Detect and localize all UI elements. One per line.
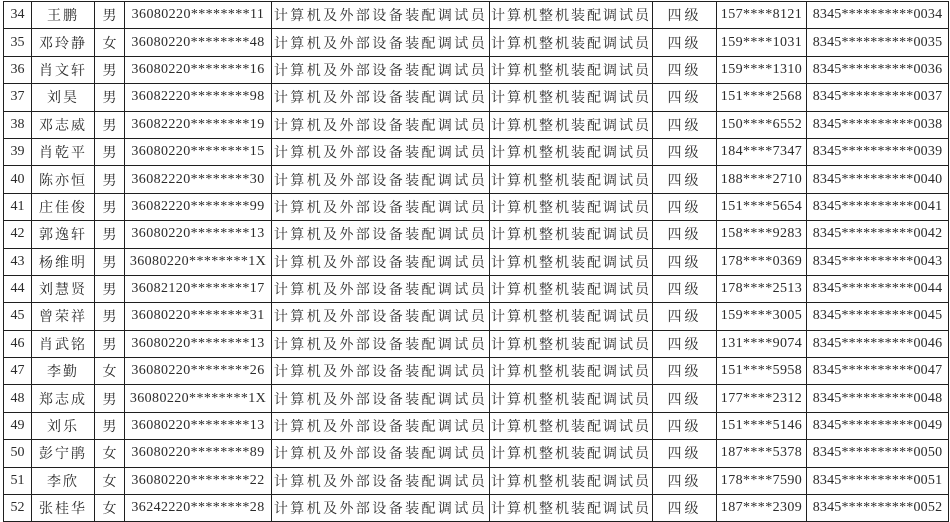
- cell-id-number: 36082220********19: [125, 111, 272, 138]
- cell-gender: 女: [95, 29, 125, 56]
- cell-level: 四级: [653, 193, 717, 220]
- table-row: [4, 166, 949, 193]
- cell-name: 刘慧贤: [32, 275, 95, 302]
- cell-occupation: 计算机及外部设备装配调试员: [272, 248, 490, 275]
- cell-work-type: 计算机整机装配调试员: [490, 29, 653, 56]
- cell-name: 张桂华: [32, 495, 95, 522]
- cell-work-type: 计算机整机装配调试员: [490, 2, 653, 29]
- cell-gender: 女: [95, 440, 125, 467]
- cell-row-number: 48: [4, 385, 32, 412]
- cell-phone: 151****2568: [717, 84, 807, 111]
- table-row: [4, 412, 949, 439]
- cell-name: 郭逸轩: [32, 221, 95, 248]
- cell-gender: 男: [95, 412, 125, 439]
- table-row: [4, 111, 949, 138]
- cell-work-type: 计算机整机装配调试员: [490, 56, 653, 83]
- cell-occupation: 计算机及外部设备装配调试员: [272, 56, 490, 83]
- cell-id-number: 36080220********1X: [125, 248, 272, 275]
- cell-occupation: 计算机及外部设备装配调试员: [272, 467, 490, 494]
- cell-phone: 187****2309: [717, 495, 807, 522]
- cell-name: 王鹏: [32, 2, 95, 29]
- cell-row-number: 39: [4, 138, 32, 165]
- cell-row-number: 52: [4, 495, 32, 522]
- cell-name: 邓玲静: [32, 29, 95, 56]
- cell-id-number: 36080220********1X: [125, 385, 272, 412]
- cell-row-number: 47: [4, 358, 32, 385]
- cell-id-number: 36080220********13: [125, 412, 272, 439]
- cell-id-number: 36082120********17: [125, 275, 272, 302]
- cell-certificate-no: 8345**********0036: [807, 56, 949, 83]
- cell-work-type: 计算机整机装配调试员: [490, 412, 653, 439]
- cell-level: 四级: [653, 166, 717, 193]
- cell-row-number: 34: [4, 2, 32, 29]
- cell-certificate-no: 8345**********0044: [807, 275, 949, 302]
- cell-name: 李欣: [32, 467, 95, 494]
- cell-occupation: 计算机及外部设备装配调试员: [272, 412, 490, 439]
- cell-level: 四级: [653, 111, 717, 138]
- cell-certificate-no: 8345**********0052: [807, 495, 949, 522]
- cell-row-number: 50: [4, 440, 32, 467]
- cell-id-number: 36080220********26: [125, 358, 272, 385]
- table-row: [4, 221, 949, 248]
- cell-row-number: 36: [4, 56, 32, 83]
- cell-row-number: 51: [4, 467, 32, 494]
- cell-work-type: 计算机整机装配调试员: [490, 330, 653, 357]
- cell-phone: 157****8121: [717, 2, 807, 29]
- cell-name: 刘昊: [32, 84, 95, 111]
- table-row: [4, 358, 949, 385]
- cell-certificate-no: 8345**********0037: [807, 84, 949, 111]
- cell-gender: 男: [95, 56, 125, 83]
- cell-name: 曾荣祥: [32, 303, 95, 330]
- cell-phone: 159****1031: [717, 29, 807, 56]
- cell-level: 四级: [653, 84, 717, 111]
- cell-occupation: 计算机及外部设备装配调试员: [272, 111, 490, 138]
- cell-gender: 男: [95, 303, 125, 330]
- cell-certificate-no: 8345**********0045: [807, 303, 949, 330]
- table-row: [4, 138, 949, 165]
- cell-occupation: 计算机及外部设备装配调试员: [272, 330, 490, 357]
- cell-row-number: 46: [4, 330, 32, 357]
- cell-certificate-no: 8345**********0049: [807, 412, 949, 439]
- cell-phone: 151****5654: [717, 193, 807, 220]
- cell-id-number: 36080220********13: [125, 221, 272, 248]
- cell-gender: 男: [95, 166, 125, 193]
- cell-name: 庄佳俊: [32, 193, 95, 220]
- cell-row-number: 40: [4, 166, 32, 193]
- cell-name: 肖文轩: [32, 56, 95, 83]
- table-row: [4, 84, 949, 111]
- cell-level: 四级: [653, 221, 717, 248]
- cell-work-type: 计算机整机装配调试员: [490, 303, 653, 330]
- cell-level: 四级: [653, 248, 717, 275]
- cell-level: 四级: [653, 330, 717, 357]
- cell-name: 肖乾平: [32, 138, 95, 165]
- cell-work-type: 计算机整机装配调试员: [490, 358, 653, 385]
- table-row: [4, 193, 949, 220]
- cell-name: 郑志成: [32, 385, 95, 412]
- cell-id-number: 36082220********99: [125, 193, 272, 220]
- cell-certificate-no: 8345**********0042: [807, 221, 949, 248]
- cell-row-number: 43: [4, 248, 32, 275]
- cell-id-number: 36080220********48: [125, 29, 272, 56]
- cell-id-number: 36080220********11: [125, 2, 272, 29]
- cell-id-number: 36082220********98: [125, 84, 272, 111]
- cell-gender: 男: [95, 330, 125, 357]
- cell-work-type: 计算机整机装配调试员: [490, 385, 653, 412]
- cell-certificate-no: 8345**********0040: [807, 166, 949, 193]
- cell-certificate-no: 8345**********0041: [807, 193, 949, 220]
- cell-phone: 158****9283: [717, 221, 807, 248]
- cell-phone: 178****2513: [717, 275, 807, 302]
- cell-certificate-no: 8345**********0051: [807, 467, 949, 494]
- cell-level: 四级: [653, 495, 717, 522]
- cell-name: 刘乐: [32, 412, 95, 439]
- cell-occupation: 计算机及外部设备装配调试员: [272, 440, 490, 467]
- table-row: [4, 56, 949, 83]
- cell-id-number: 36080220********22: [125, 467, 272, 494]
- cell-id-number: 36080220********16: [125, 56, 272, 83]
- cell-phone: 184****7347: [717, 138, 807, 165]
- cell-certificate-no: 8345**********0050: [807, 440, 949, 467]
- cell-phone: 159****3005: [717, 303, 807, 330]
- cell-level: 四级: [653, 358, 717, 385]
- cell-work-type: 计算机整机装配调试员: [490, 138, 653, 165]
- table-row: [4, 440, 949, 467]
- cell-certificate-no: 8345**********0034: [807, 2, 949, 29]
- cell-phone: 188****2710: [717, 166, 807, 193]
- cell-id-number: 36242220********28: [125, 495, 272, 522]
- cell-occupation: 计算机及外部设备装配调试员: [272, 358, 490, 385]
- cell-row-number: 45: [4, 303, 32, 330]
- cell-phone: 159****1310: [717, 56, 807, 83]
- cell-occupation: 计算机及外部设备装配调试员: [272, 303, 490, 330]
- cell-name: 陈亦恒: [32, 166, 95, 193]
- table-row: [4, 303, 949, 330]
- cell-level: 四级: [653, 385, 717, 412]
- cell-certificate-no: 8345**********0039: [807, 138, 949, 165]
- cell-gender: 男: [95, 385, 125, 412]
- cell-name: 邓志威: [32, 111, 95, 138]
- cell-certificate-no: 8345**********0048: [807, 385, 949, 412]
- cell-certificate-no: 8345**********0047: [807, 358, 949, 385]
- cell-id-number: 36080220********15: [125, 138, 272, 165]
- cell-occupation: 计算机及外部设备装配调试员: [272, 2, 490, 29]
- cell-gender: 男: [95, 111, 125, 138]
- cell-level: 四级: [653, 2, 717, 29]
- cell-level: 四级: [653, 275, 717, 302]
- cell-name: 彭宁鹃: [32, 440, 95, 467]
- cell-work-type: 计算机整机装配调试员: [490, 248, 653, 275]
- cell-row-number: 38: [4, 111, 32, 138]
- cell-gender: 男: [95, 138, 125, 165]
- cell-phone: 150****6552: [717, 111, 807, 138]
- cell-work-type: 计算机整机装配调试员: [490, 467, 653, 494]
- cell-gender: 男: [95, 248, 125, 275]
- certificate-roster-sheet: [0, 1, 950, 522]
- cell-occupation: 计算机及外部设备装配调试员: [272, 385, 490, 412]
- cell-occupation: 计算机及外部设备装配调试员: [272, 275, 490, 302]
- cell-level: 四级: [653, 303, 717, 330]
- cell-row-number: 49: [4, 412, 32, 439]
- cell-occupation: 计算机及外部设备装配调试员: [272, 166, 490, 193]
- table-row: [4, 385, 949, 412]
- cell-work-type: 计算机整机装配调试员: [490, 193, 653, 220]
- cell-row-number: 44: [4, 275, 32, 302]
- cell-phone: 151****5146: [717, 412, 807, 439]
- cell-row-number: 35: [4, 29, 32, 56]
- cell-name: 肖武铭: [32, 330, 95, 357]
- cell-level: 四级: [653, 440, 717, 467]
- cell-work-type: 计算机整机装配调试员: [490, 221, 653, 248]
- cell-occupation: 计算机及外部设备装配调试员: [272, 495, 490, 522]
- cell-phone: 178****7590: [717, 467, 807, 494]
- cell-id-number: 36080220********89: [125, 440, 272, 467]
- cell-level: 四级: [653, 412, 717, 439]
- table-row: [4, 29, 949, 56]
- cell-phone: 178****0369: [717, 248, 807, 275]
- cell-gender: 男: [95, 193, 125, 220]
- cell-level: 四级: [653, 467, 717, 494]
- cell-row-number: 37: [4, 84, 32, 111]
- cell-occupation: 计算机及外部设备装配调试员: [272, 84, 490, 111]
- table-row: [4, 2, 949, 29]
- table-row: [4, 248, 949, 275]
- cell-occupation: 计算机及外部设备装配调试员: [272, 221, 490, 248]
- cell-level: 四级: [653, 138, 717, 165]
- cell-occupation: 计算机及外部设备装配调试员: [272, 138, 490, 165]
- table-row: [4, 495, 949, 522]
- cell-level: 四级: [653, 56, 717, 83]
- cell-work-type: 计算机整机装配调试员: [490, 440, 653, 467]
- cell-gender: 女: [95, 467, 125, 494]
- cell-row-number: 42: [4, 221, 32, 248]
- cell-gender: 男: [95, 275, 125, 302]
- cell-phone: 177****2312: [717, 385, 807, 412]
- cell-work-type: 计算机整机装配调试员: [490, 111, 653, 138]
- cell-occupation: 计算机及外部设备装配调试员: [272, 193, 490, 220]
- cell-id-number: 36082220********30: [125, 166, 272, 193]
- table-row: [4, 330, 949, 357]
- cell-gender: 男: [95, 84, 125, 111]
- cell-work-type: 计算机整机装配调试员: [490, 84, 653, 111]
- cell-phone: 187****5378: [717, 440, 807, 467]
- cell-gender: 女: [95, 358, 125, 385]
- cell-gender: 女: [95, 495, 125, 522]
- cell-certificate-no: 8345**********0046: [807, 330, 949, 357]
- certificate-roster-table: [3, 1, 949, 522]
- cell-row-number: 41: [4, 193, 32, 220]
- cell-certificate-no: 8345**********0043: [807, 248, 949, 275]
- cell-phone: 131****9074: [717, 330, 807, 357]
- cell-work-type: 计算机整机装配调试员: [490, 495, 653, 522]
- cell-certificate-no: 8345**********0035: [807, 29, 949, 56]
- cell-level: 四级: [653, 29, 717, 56]
- table-body: [4, 2, 949, 522]
- cell-phone: 151****5958: [717, 358, 807, 385]
- cell-work-type: 计算机整机装配调试员: [490, 166, 653, 193]
- cell-name: 李勤: [32, 358, 95, 385]
- cell-certificate-no: 8345**********0038: [807, 111, 949, 138]
- cell-id-number: 36080220********13: [125, 330, 272, 357]
- table-row: [4, 275, 949, 302]
- cell-occupation: 计算机及外部设备装配调试员: [272, 29, 490, 56]
- cell-name: 杨维明: [32, 248, 95, 275]
- cell-gender: 男: [95, 221, 125, 248]
- cell-id-number: 36080220********31: [125, 303, 272, 330]
- cell-work-type: 计算机整机装配调试员: [490, 275, 653, 302]
- table-row: [4, 467, 949, 494]
- cell-gender: 男: [95, 2, 125, 29]
